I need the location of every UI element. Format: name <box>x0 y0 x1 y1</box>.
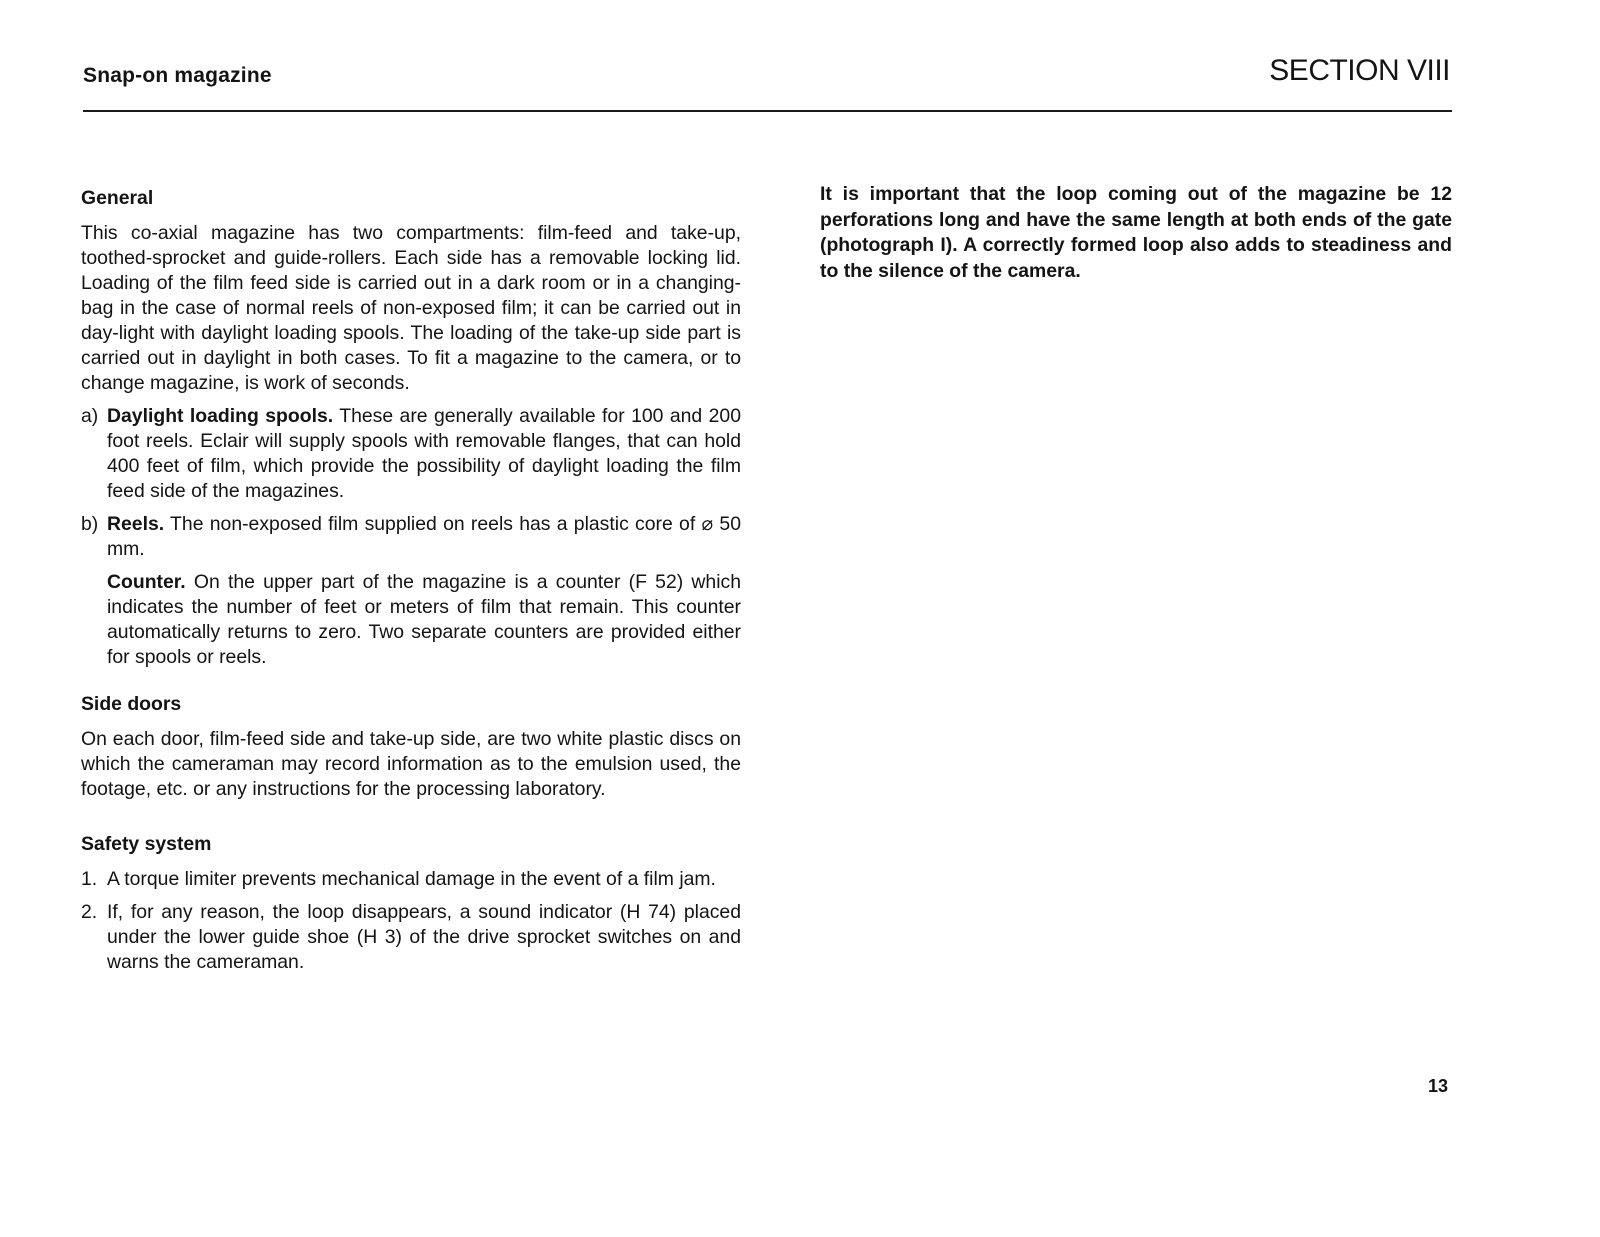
loop-note: It is important that the loop coming out of the magazine be 12 perforations long and have the same length at both ends of the gate (photograph I). A correctly formed loop also adds to steadiness and to the silence of the camera. <box>820 183 1452 282</box>
list-item <box>81 867 741 892</box>
counter-text: On the upper part of the magazine is a counter (F 52) which indicates the number of feet or meters of film that remain. This counter automatically returns to zero. Two separate counters are provided either for spools or reels. <box>107 571 741 668</box>
list-marker: 1. <box>81 868 98 890</box>
list-item-body: A torque limiter prevents mechanical damage in the event of a film jam. <box>107 868 716 890</box>
list-marker: a) <box>81 405 99 427</box>
item-term: Daylight loading spools. <box>107 405 334 427</box>
general-heading: General <box>81 187 154 209</box>
list-marker: 2. <box>81 901 98 923</box>
list-item <box>81 512 741 562</box>
general-body: This co-axial magazine has two compartments: film-feed and take-up, toothed-sprocket and guide-rollers. Each side has a removable locking lid. Loading of the film feed side is carried out in a dark room or in a changing-bag in the case of normal reels of non-exposed film; it can be carried out in day-light with daylight loading spools. The loading of the take-up side part is carried out in daylight in both cases. To fit a magazine to the camera, or to change magazine, is work of seconds. <box>81 222 741 394</box>
general-section <box>81 186 741 670</box>
header-divider <box>83 110 1452 112</box>
counter-paragraph <box>107 570 741 670</box>
item-text: These are generally available for 100 and 200 foot reels. Eclair will supply spools with removable flanges, that can hold 400 feet of film, which provide the possibility of daylight loading the film feed side of the magazines. <box>107 405 741 502</box>
list-item <box>81 900 741 975</box>
right-column <box>820 182 1452 284</box>
list-item-body <box>107 404 741 504</box>
list-item-body <box>107 512 741 562</box>
list-item <box>81 404 741 504</box>
safety-section <box>81 832 741 975</box>
counter-term: Counter. <box>107 571 186 593</box>
section-label: SECTION VIII <box>1269 54 1450 87</box>
item-term: Reels. <box>107 513 165 535</box>
list-marker: b) <box>81 513 99 535</box>
left-column <box>81 186 741 975</box>
list-item-body: If, for any reason, the loop disappears, a sound indicator (H 74) placed under the lower guide shoe (H 3) of the drive sprocket switches on and warns the cameraman. <box>107 901 741 973</box>
side-doors-body: On each door, film-feed side and take-up side, are two white plastic discs on which the cameraman may record information as to the emulsion used, the footage, etc. or any instructions for the processing laboratory. <box>81 728 741 800</box>
side-doors-heading: Side doors <box>81 693 182 715</box>
safety-heading: Safety system <box>81 833 212 855</box>
item-text: The non-exposed film supplied on reels has a plastic core of ⌀ 50 mm. <box>107 513 741 560</box>
side-doors-section <box>81 692 741 802</box>
page-title: Snap-on magazine <box>83 64 272 87</box>
page-number: 13 <box>1427 1076 1448 1096</box>
